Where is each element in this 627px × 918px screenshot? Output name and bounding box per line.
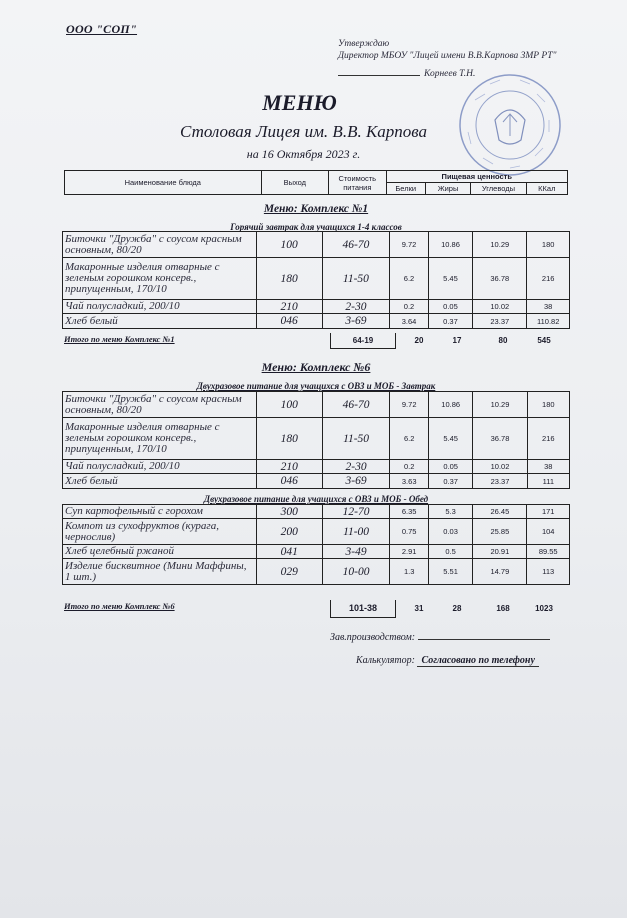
fats-cell: 5.45: [428, 418, 472, 460]
dish-name-cell: Макаронные изделия отварные с зеленым горошком консерв., припущенным, 170/10: [63, 418, 257, 460]
complex6-title: Меню: Комплекс №6: [261, 360, 371, 374]
complex1-total-fats: 17: [452, 336, 462, 345]
complex1-title: Меню: Комплекс №1: [263, 203, 369, 215]
signature-line: [338, 75, 420, 76]
output-cell: 029: [256, 559, 322, 585]
fats-cell: 0.5: [428, 545, 472, 559]
output-cell: 300: [256, 505, 322, 519]
complex6-total-kcal: 1023: [535, 604, 553, 613]
kcal-cell: 104: [527, 519, 570, 545]
approval-director: Директор МБОУ "Лицей имени В.В.Карпова ЗМР РТ": [338, 51, 557, 61]
kcal-cell: 38: [527, 460, 569, 474]
complex1-subtitle: Горячий завтрак для учащихся 1-4 классов: [230, 222, 402, 232]
approval-signer: Корнеев Т.Н.: [424, 69, 476, 79]
dish-name-cell: Компот из сухофруктов (курага, чернослив): [63, 519, 257, 545]
dish-name-cell: Чай полусладкий, 200/10: [63, 460, 257, 474]
carbs-cell: 23.37: [473, 314, 527, 329]
complex6-lunch-table: [62, 504, 570, 585]
kcal-cell: 180: [527, 392, 569, 418]
price-cell: 10-00: [322, 559, 390, 585]
complex1-total-proteins: 20: [414, 336, 424, 345]
price-cell: 12-70: [322, 505, 390, 519]
carbs-cell: 25.85: [473, 519, 527, 545]
calculator-signature: [356, 655, 539, 667]
organization-name: ООО "СОП": [66, 22, 138, 36]
price-cell: 2-30: [322, 300, 390, 314]
complex6-breakfast-row: [63, 474, 570, 489]
price-cell: 2-30: [322, 460, 390, 474]
kcal-cell: 113: [527, 559, 570, 585]
complex1-row: [63, 314, 570, 329]
dish-name-cell: Биточки "Дружба" с соусом красным основным, 80/20: [63, 232, 257, 258]
output-cell: 041: [256, 545, 322, 559]
price-cell: 46-70: [322, 392, 390, 418]
manager-signature: [330, 632, 550, 643]
output-cell: 210: [256, 300, 322, 314]
header-output: Выход: [261, 171, 329, 195]
output-cell: 200: [256, 519, 322, 545]
output-cell: 180: [256, 258, 322, 300]
carbs-cell: 10.29: [473, 392, 527, 418]
carbs-cell: 36.78: [473, 418, 527, 460]
carbs-cell: 10.29: [473, 232, 527, 258]
carbs-cell: 36.78: [473, 258, 527, 300]
fats-cell: 0.37: [428, 314, 472, 329]
price-cell: 3-49: [322, 545, 390, 559]
complex6-lunch-row: [63, 559, 570, 585]
output-cell: 046: [256, 474, 322, 489]
proteins-cell: 9.72: [390, 232, 428, 258]
carbs-cell: 14.79: [473, 559, 527, 585]
header-dish-name: Наименование блюда: [65, 171, 262, 195]
canteen-name: Столовая Лицея им. В.В. Карпова: [179, 122, 428, 141]
complex1-total-label: Итого по меню Комплекс №1: [64, 334, 175, 344]
dish-name-cell: Макаронные изделия отварные с зеленым горошком консерв., припущенным, 170/10: [63, 258, 257, 300]
output-cell: 046: [256, 314, 322, 329]
complex6-total-price: 101-38: [330, 600, 396, 618]
fats-cell: 5.3: [428, 505, 472, 519]
carbs-cell: 10.02: [473, 460, 527, 474]
proteins-cell: 0.75: [390, 519, 429, 545]
dish-name-cell: Хлеб целебный ржаной: [63, 545, 257, 559]
complex6-lunch-subtitle: Двухразовое питание для учащихся с ОВЗ и МОБ - Обед: [203, 494, 429, 504]
price-cell: 46-70: [322, 232, 390, 258]
kcal-cell: 89.55: [527, 545, 570, 559]
kcal-cell: 111: [527, 474, 569, 489]
kcal-cell: 216: [527, 258, 570, 300]
manager-label: Зав.производством:: [330, 632, 416, 643]
fats-cell: 0.03: [428, 519, 472, 545]
price-cell: 3-69: [322, 314, 390, 329]
proteins-cell: 3.63: [390, 474, 429, 489]
price-cell: 3-69: [322, 474, 390, 489]
output-cell: 210: [256, 460, 322, 474]
carbs-cell: 26.45: [473, 505, 527, 519]
proteins-cell: 6.2: [390, 258, 428, 300]
complex6-total-label: Итого по меню Комплекс №6: [64, 601, 175, 611]
complex6-breakfast-row: [63, 460, 570, 474]
complex1-row: [63, 300, 570, 314]
kcal-cell: 180: [527, 232, 570, 258]
complex6-total-fats: 28: [452, 604, 462, 613]
header-fats: Жиры: [425, 183, 470, 195]
carbs-cell: 10.02: [473, 300, 527, 314]
carbs-cell: 20.91: [473, 545, 527, 559]
complex6-lunch-row: [63, 505, 570, 519]
manager-signature-line: [418, 639, 550, 640]
proteins-cell: 0.2: [390, 300, 428, 314]
header-nutrition: Пищевая ценность: [386, 171, 567, 183]
proteins-cell: 1.3: [390, 559, 429, 585]
kcal-cell: 110.82: [527, 314, 570, 329]
output-cell: 100: [256, 232, 322, 258]
complex1-total-carbs: 80: [498, 336, 508, 345]
complex6-lunch-row: [63, 545, 570, 559]
header-proteins: Белки: [386, 183, 425, 195]
proteins-cell: 0.2: [390, 460, 429, 474]
header-kcal: ККал: [526, 183, 567, 195]
fats-cell: 10.86: [428, 392, 472, 418]
price-cell: 11-00: [322, 519, 390, 545]
fats-cell: 0.37: [428, 474, 472, 489]
complex1-total-kcal: 545: [537, 336, 551, 345]
dish-name-cell: Суп картофельный с горохом: [63, 505, 257, 519]
output-cell: 180: [256, 418, 322, 460]
dish-name-cell: Хлеб белый: [63, 474, 257, 489]
calculator-value: Согласовано по телефону: [417, 655, 538, 667]
calculator-label: Калькулятор:: [356, 655, 415, 666]
fats-cell: 0.05: [428, 300, 472, 314]
dish-name-cell: Изделие бисквитное (Мини Маффины, 1 шт.): [63, 559, 257, 585]
complex6-breakfast-row: [63, 418, 570, 460]
menu-date: на 16 Октября 2023 г.: [246, 147, 361, 161]
price-cell: 11-50: [322, 258, 390, 300]
carbs-cell: 23.37: [473, 474, 527, 489]
kcal-cell: 38: [527, 300, 570, 314]
complex1-row: [63, 232, 570, 258]
fats-cell: 0.05: [428, 460, 472, 474]
complex6-total-carbs: 168: [496, 604, 510, 613]
menu-title: МЕНЮ: [262, 90, 337, 115]
complex6-breakfast-subtitle: Двухразовое питание для учащихся с ОВЗ и МОБ - Завтрак: [196, 381, 436, 391]
proteins-cell: 9.72: [390, 392, 429, 418]
price-cell: 11-50: [322, 418, 390, 460]
proteins-cell: 6.35: [390, 505, 429, 519]
complex1-table: [62, 231, 570, 329]
dish-name-cell: Чай полусладкий, 200/10: [63, 300, 257, 314]
complex6-breakfast-table: [62, 391, 570, 489]
output-cell: 100: [256, 392, 322, 418]
dish-name-cell: Биточки "Дружба" с соусом красным основным, 80/20: [63, 392, 257, 418]
proteins-cell: 3.64: [390, 314, 428, 329]
header-price: Стоимость питания: [329, 171, 386, 195]
header-carbs: Углеводы: [471, 183, 526, 195]
fats-cell: 5.51: [428, 559, 472, 585]
complex6-lunch-row: [63, 519, 570, 545]
fats-cell: 10.86: [428, 232, 472, 258]
complex1-total-price: 64-19: [330, 333, 396, 349]
column-header-table: [64, 170, 568, 195]
dish-name-cell: Хлеб белый: [63, 314, 257, 329]
proteins-cell: 2.91: [390, 545, 429, 559]
kcal-cell: 216: [527, 418, 569, 460]
kcal-cell: 171: [527, 505, 570, 519]
approval-title: Утверждаю: [338, 39, 390, 49]
fats-cell: 5.45: [428, 258, 472, 300]
complex6-total-proteins: 31: [414, 604, 424, 613]
proteins-cell: 6.2: [390, 418, 429, 460]
complex6-breakfast-row: [63, 392, 570, 418]
complex1-row: [63, 258, 570, 300]
